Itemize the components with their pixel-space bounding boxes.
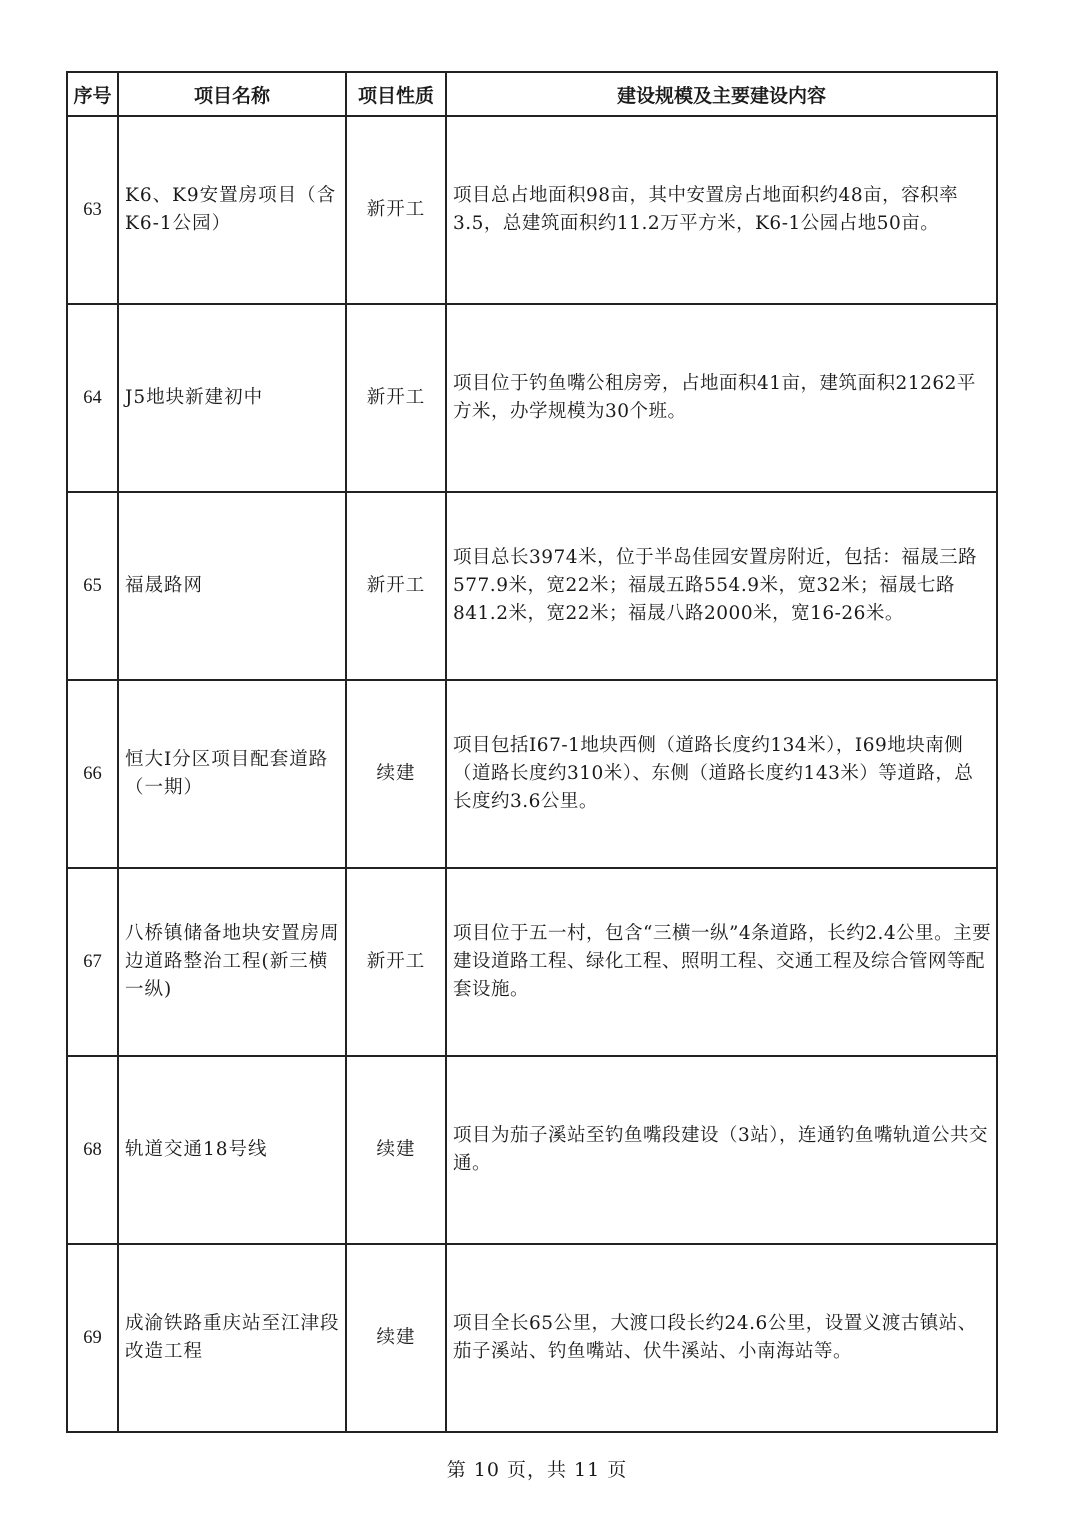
row-content: 项目总长3974米，位于半岛佳园安置房附近，包括：福晟三路577.9米，宽22米；福晟五路554.9米，宽32米；福晟七路841.2米，宽22米；福晟八路2000米，宽16-26米。 <box>446 492 997 680</box>
table-row <box>67 1244 997 1432</box>
row-content: 项目位于五一村，包含“三横一纵”4条道路，长约2.4公里。主要建设道路工程、绿化工程、照明工程、交通工程及综合管网等配套设施。 <box>446 868 997 1056</box>
table-header-row <box>67 72 997 116</box>
row-no: 63 <box>67 116 118 304</box>
row-name: 八桥镇储备地块安置房周边道路整治工程(新三横一纵) <box>118 868 346 1056</box>
row-type: 续建 <box>346 1244 446 1432</box>
header-no: 序号 <box>67 72 118 116</box>
row-content: 项目为茄子溪站至钓鱼嘴段建设（3站），连通钓鱼嘴轨道公共交通。 <box>446 1056 997 1244</box>
table-row <box>67 492 997 680</box>
table-row <box>67 680 997 868</box>
row-name: K6、K9安置房项目（含K6-1公园） <box>118 116 346 304</box>
header-name: 项目名称 <box>118 72 346 116</box>
row-type: 新开工 <box>346 492 446 680</box>
row-no: 69 <box>67 1244 118 1432</box>
row-name: 恒大I分区项目配套道路（一期） <box>118 680 346 868</box>
row-content: 项目全长65公里，大渡口段长约24.6公里，设置义渡古镇站、茄子溪站、钓鱼嘴站、伏牛溪站、小南海站等。 <box>446 1244 997 1432</box>
row-type: 新开工 <box>346 116 446 304</box>
row-type: 续建 <box>346 1056 446 1244</box>
row-type: 续建 <box>346 680 446 868</box>
table-row <box>67 868 997 1056</box>
row-type: 新开工 <box>346 304 446 492</box>
row-no: 64 <box>67 304 118 492</box>
row-no: 66 <box>67 680 118 868</box>
project-table <box>66 71 998 1433</box>
row-no: 67 <box>67 868 118 1056</box>
table-row <box>67 116 997 304</box>
row-name: J5地块新建初中 <box>118 304 346 492</box>
row-content: 项目包括I67-1地块西侧（道路长度约134米），I69地块南侧（道路长度约310米）、东侧（道路长度约143米）等道路，总长度约3.6公里。 <box>446 680 997 868</box>
table-row <box>67 1056 997 1244</box>
header-type: 项目性质 <box>346 72 446 116</box>
row-content: 项目位于钓鱼嘴公租房旁，占地面积41亩，建筑面积21262平方米，办学规模为30个班。 <box>446 304 997 492</box>
header-content: 建设规模及主要建设内容 <box>446 72 997 116</box>
page-number-footer: 第 10 页，共 11 页 <box>446 1459 628 1481</box>
row-no: 65 <box>67 492 118 680</box>
row-name: 成渝铁路重庆站至江津段改造工程 <box>118 1244 346 1432</box>
row-content: 项目总占地面积98亩，其中安置房占地面积约48亩，容积率3.5，总建筑面积约11.2万平方米，K6-1公园占地50亩。 <box>446 116 997 304</box>
row-no: 68 <box>67 1056 118 1244</box>
row-name: 福晟路网 <box>118 492 346 680</box>
row-name: 轨道交通18号线 <box>118 1056 346 1244</box>
table-row <box>67 304 997 492</box>
row-type: 新开工 <box>346 868 446 1056</box>
